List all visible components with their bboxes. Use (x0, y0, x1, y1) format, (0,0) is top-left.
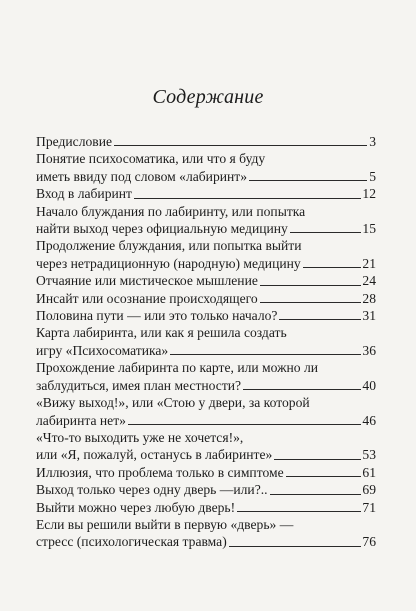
toc-entry-title-line: Продолжение блуждания, или попытка выйти (36, 238, 302, 254)
toc-leader (260, 302, 362, 303)
toc-entry-title-line: Выйти можно через любую дверь! (36, 499, 236, 515)
toc-entry-title-line: Иллюзия, что проблема только в симптоме (36, 464, 284, 480)
toc-leader (128, 424, 361, 425)
toc-page-number: 15 (362, 221, 376, 237)
toc-entry (36, 359, 376, 394)
toc-page-number: 76 (362, 534, 376, 550)
toc-leader (274, 459, 361, 460)
toc-leader (249, 180, 367, 181)
toc-entry-title-line: Половина пути — или это только начало? (36, 308, 278, 324)
toc-page-number: 46 (362, 412, 376, 428)
toc-page-number: 69 (362, 482, 376, 498)
toc-page-number: 3 (369, 134, 376, 149)
toc-leader (286, 476, 362, 477)
toc-page-number: 5 (369, 168, 376, 184)
toc-page-number: 31 (362, 308, 376, 324)
toc-entry-title-line: Предисловие (36, 134, 113, 149)
contents-heading: Содержание (152, 86, 264, 108)
toc-entry (36, 290, 376, 307)
toc-leader (260, 285, 362, 286)
toc-entry (36, 516, 376, 551)
toc-entry-title-line: Вход в лабиринт (36, 186, 132, 202)
toc-entry (36, 150, 376, 185)
toc-entry-title-line: Начало блуждания по лабиринту, или попытка (36, 203, 306, 219)
toc-page-number: 36 (362, 342, 376, 358)
toc-entry-title-line: игру «Психосоматика» (36, 342, 169, 358)
toc-entry-title-line: Если вы решили выйти в первую «дверь» — (36, 516, 294, 532)
toc-entry (36, 429, 376, 464)
toc-entry-title-line: Понятие психосоматика, или что я буду (36, 151, 266, 167)
toc-entry-title-line: Инсайт или осознание происходящего (36, 290, 258, 306)
toc-page-number: 12 (362, 186, 376, 202)
toc-entry (36, 499, 376, 516)
toc-entry (36, 481, 376, 498)
toc-entry-title-line: стресс (психологическая травма) (36, 534, 227, 550)
toc-page-number: 28 (362, 290, 376, 306)
toc-entry (36, 203, 376, 238)
toc-leader (243, 389, 361, 390)
toc-leader (237, 511, 361, 512)
toc-leader (279, 319, 361, 320)
toc-entry-title-line: Прохождение лабиринта по карте, или можно ли (36, 360, 319, 376)
toc-entry (36, 185, 376, 202)
toc-page-number: 40 (362, 377, 376, 393)
toc-entry-title-line: Отчаяние или мистическое мышление (36, 273, 258, 289)
toc-entry-title-line: через нетрадиционную (народную) медицину (36, 255, 301, 271)
toc-page-number: 53 (362, 447, 376, 463)
toc-leader (290, 232, 362, 233)
toc-leader (114, 145, 367, 146)
toc-entry-title-line: заблудиться, имея план местности? (36, 377, 242, 393)
toc-page-number: 61 (362, 464, 376, 480)
toc-entry (36, 133, 376, 150)
toc-entry-title-line: «Вижу выход!», или «Стою у двери, за которой (36, 395, 310, 411)
toc-entry (36, 324, 376, 359)
toc-page-number: 71 (362, 499, 376, 515)
toc-leader (170, 354, 361, 355)
toc-entry-title-line: Карта лабиринта, или как я решила создать (36, 325, 287, 341)
toc-entry-title-line: «Что-то выходить уже не хочется!», (36, 429, 244, 445)
toc-leader (229, 546, 362, 547)
toc-page-number: 24 (362, 273, 376, 289)
toc-entry-title-line: лабиринта нет» (36, 412, 126, 428)
toc-entry (36, 237, 376, 272)
toc-entry-title-line: или «Я, пожалуй, останусь в лабиринте» (36, 447, 273, 463)
toc-entry (36, 307, 376, 324)
toc-entry-title-line: Выход только через одну дверь —или?.. (36, 482, 268, 498)
toc-leader (134, 198, 361, 199)
toc-entry (36, 394, 376, 429)
toc-entry (36, 464, 376, 481)
toc-leader (303, 267, 362, 268)
toc-entry-title-line: иметь ввиду под словом «лабиринт» (36, 168, 248, 184)
toc-page-number: 21 (362, 255, 376, 271)
table-of-contents (36, 133, 376, 551)
toc-entry-title-line: найти выход через официальную медицину (36, 221, 288, 237)
toc-leader (270, 494, 362, 495)
toc-entry (36, 272, 376, 289)
